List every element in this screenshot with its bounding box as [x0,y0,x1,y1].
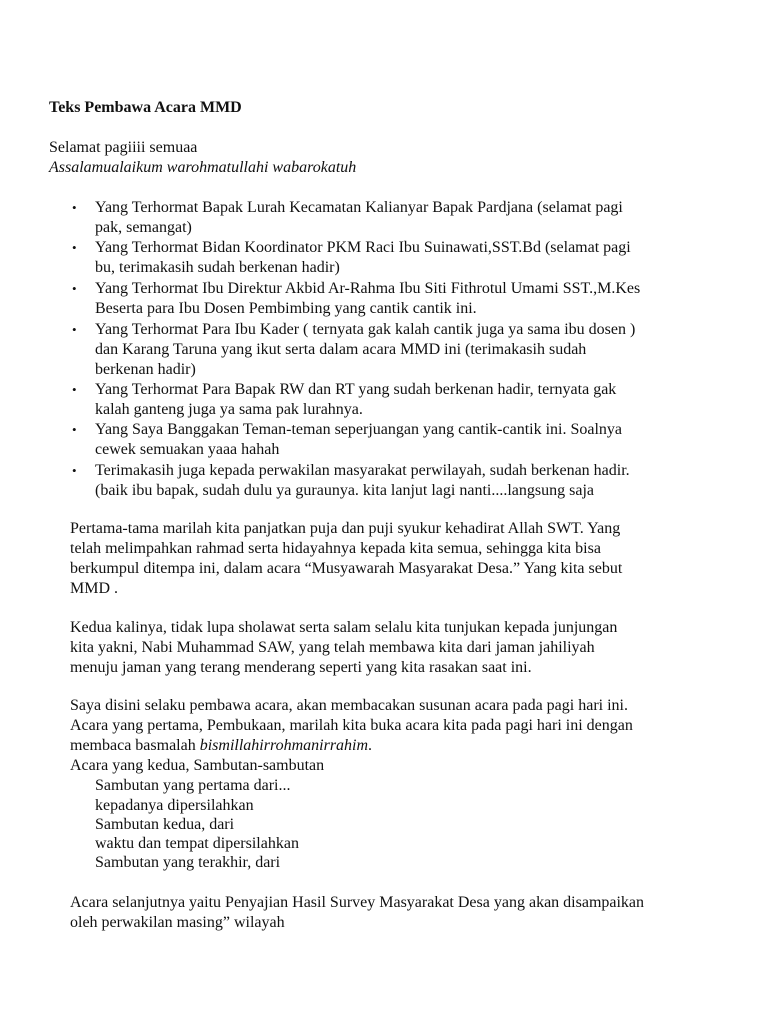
paragraph-1-line-2: telah melimpahkan rahmad serta hidayahnya kepada kita semua, sehingga kita bisa [70,540,601,557]
paragraph-1-line-3: berkumpul ditempa ini, dalam acara “Musyawarah Masyarakat Desa.” Yang kita sebut [70,560,623,577]
bullet-4-line-3: berkenan hadir) [95,361,196,378]
bullet-5-line-2: kalah ganteng juga ya sama pak lurahnya. [95,401,363,418]
paragraph-2-line-3: menuju jaman yang terang menderang seperti yang kita rasakan saat ini. [70,659,532,676]
basmalah-italic: bismillahirrohmanirrahim [199,737,369,754]
bullet-marker: • [72,322,77,337]
bullet-7-line-1: Terimakasih juga kepada perwakilan masyarakat perwilayah, sudah berkenan hadir. [95,462,630,479]
paragraph-4-line-1: Acara selanjutnya yaitu Penyajian Hasil Survey Masyarakat Desa yang akan disampaikan [70,894,645,911]
sambutan-line-2: kepadanya dipersilahkan [95,797,254,814]
salam-text: Assalamualaikum warohmatullahi wabarokatuh [49,159,357,176]
paragraph-2-line-1: Kedua kalinya, tidak lupa sholawat serta salam selalu kita tunjukan kepada junjungan [70,619,618,636]
bullet-marker: • [72,382,77,397]
paragraph-1-line-1: Pertama-tama marilah kita panjatkan puja dan puji syukur kehadirat Allah SWT. Yang [70,520,621,537]
document-title: Teks Pembawa Acara MMD [49,99,242,116]
paragraph-3-line-1: Saya disini selaku pembawa acara, akan membacakan susunan acara pada pagi hari ini. [70,697,628,714]
bullet-marker: • [72,240,77,255]
bullet-2-line-1: Yang Terhormat Bidan Koordinator PKM Raci Ibu Suinawati,SST.Bd (selamat pagi [95,239,631,256]
paragraph-4-line-2: oleh perwakilan masing” wilayah [70,914,285,931]
paragraph-3-line-2: Acara yang pertama, Pembukaan, marilah kita buka acara kita pada pagi hari ini dengan [70,717,633,734]
sambutan-line-1: Sambutan yang pertama dari... [95,777,291,794]
greeting-text: Selamat pagiiii semuaa [49,139,198,156]
bullet-1-line-1: Yang Terhormat Bapak Lurah Kecamatan Kalianyar Bapak Pardjana (selamat pagi [95,199,623,216]
bullet-6-line-1: Yang Saya Banggakan Teman-teman seperjuangan yang cantik-cantik ini. Soalnya [95,421,623,438]
bullet-marker: • [72,281,77,296]
paragraph-3-line-3 [70,736,372,756]
paragraph-1-line-4: MMD . [70,580,119,597]
bullet-3-line-1: Yang Terhormat Ibu Direktur Akbid Ar-Rahma Ibu Siti Fithrotul Umami SST.,M.Kes [95,280,641,297]
paragraph-3-line-3-prefix: membaca basmalah [70,737,200,754]
sambutan-line-4: waktu dan tempat dipersilahkan [95,835,299,852]
bullet-1-line-2: pak, semangat) [95,219,192,236]
bullet-4-line-2: dan Karang Taruna yang ikut serta dalam acara MMD ini (terimakasih sudah [95,341,587,358]
sambutan-line-5: Sambutan yang terakhir, dari [95,854,281,871]
bullet-3-line-2: Beserta para Ibu Dosen Pembimbing yang cantik cantik ini. [95,300,477,317]
bullet-6-line-2: cewek semuakan yaaa hahah [95,441,280,458]
bullet-marker: • [72,422,77,437]
bullet-4-line-1: Yang Terhormat Para Ibu Kader ( ternyata gak kalah cantik juga ya sama ibu dosen ) [95,321,636,338]
paragraph-3-line-4: Acara yang kedua, Sambutan-sambutan [70,757,325,774]
bullet-marker: • [72,200,77,215]
paragraph-3-line-3-suffix: . [368,737,373,754]
bullet-5-line-1: Yang Terhormat Para Bapak RW dan RT yang sudah berkenan hadir, ternyata gak [95,381,617,398]
paragraph-2-line-2: kita yakni, Nabi Muhammad SAW, yang telah membawa kita dari jaman jahiliyah [70,639,595,656]
bullet-marker: • [72,463,77,478]
bullet-2-line-2: bu, terimakasih sudah berkenan hadir) [95,259,340,276]
bullet-7-line-2: (baik ibu bapak, sudah dulu ya guraunya. kita lanjut lagi nanti....langsung saja [95,482,594,499]
sambutan-line-3: Sambutan kedua, dari [95,816,235,833]
